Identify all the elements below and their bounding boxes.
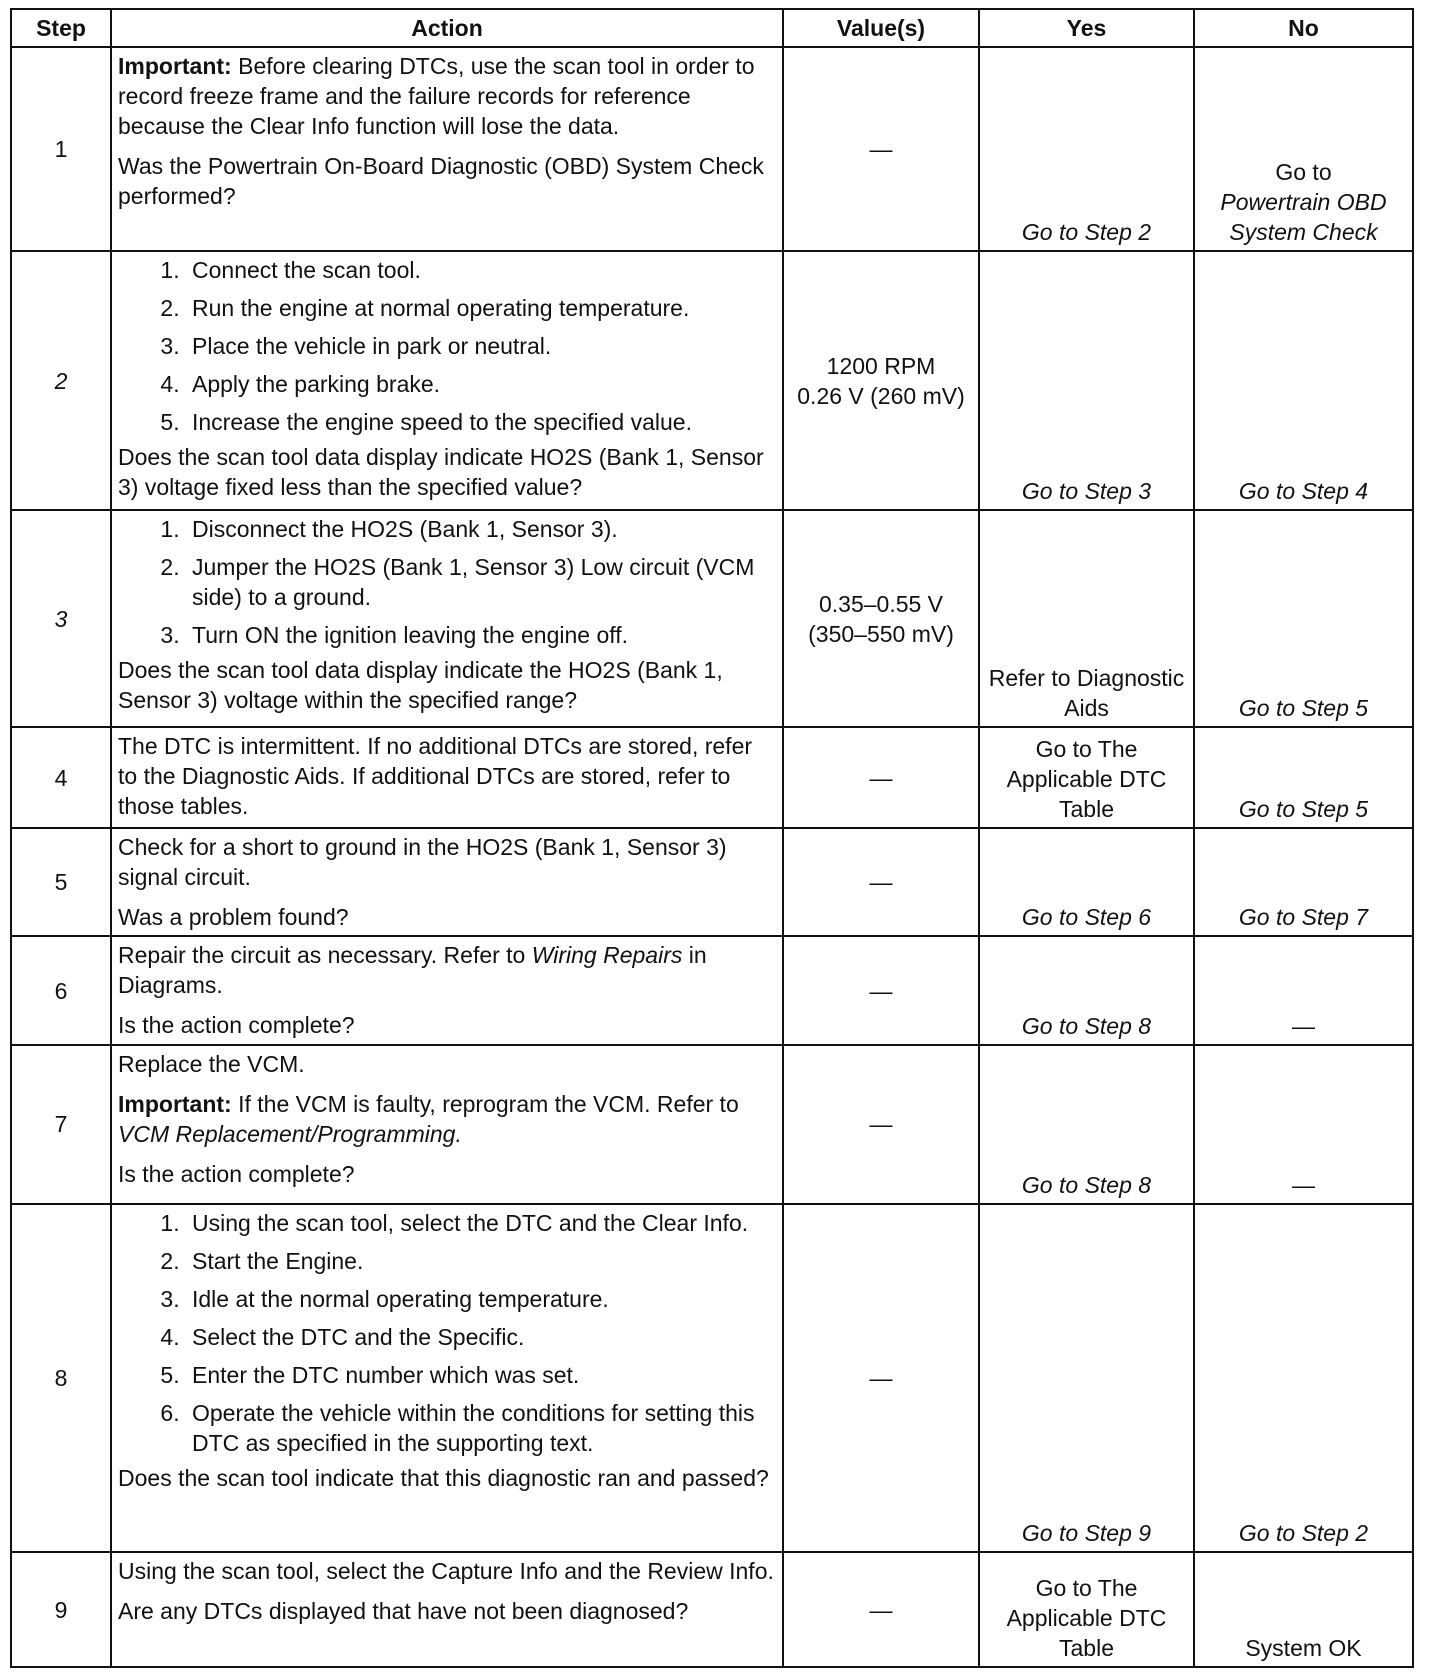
important-text: Before clearing DTCs, use the scan tool in order to record freeze frame and the failure records for reference because the Clear Info function will lose the data.: [118, 53, 755, 139]
yes-cell: Go to Step 8: [979, 1045, 1194, 1204]
action-question: Are any DTCs displayed that have not been diagnosed?: [118, 1598, 689, 1625]
value-rpm: 1200 RPM: [826, 352, 936, 379]
action-text: Using the scan tool, select the Capture Info and the Review Info.: [118, 1558, 774, 1585]
step-number: 9: [11, 1552, 111, 1667]
important-note: [118, 1089, 776, 1149]
wiring-repairs-reference: Wiring Repairs: [531, 942, 683, 969]
action-steps-list: [118, 514, 776, 650]
action-question: Is the action complete?: [118, 1160, 355, 1187]
action-cell: [111, 1552, 783, 1667]
action-question: Does the scan tool data display indicate HO2S (Bank 1, Sensor 3) voltage fixed less than the specified value?: [118, 444, 764, 500]
value-cell: —: [783, 936, 979, 1045]
no-cell: [1194, 47, 1413, 251]
no-cell: Go to Step 4: [1194, 251, 1413, 510]
action-cell: [111, 510, 783, 727]
action-question: Was the Powertrain On-Board Diagnostic (OBD) System Check performed?: [118, 153, 764, 209]
list-item: 2. Run the engine at normal operating temperature.: [186, 293, 776, 323]
action-cell: [111, 727, 783, 827]
header-no: No: [1194, 9, 1413, 47]
vcm-programming-reference: VCM Replacement/Programming.: [118, 1120, 462, 1147]
yes-cell: Refer to Diagnostic Aids: [979, 510, 1194, 727]
list-item: 5. Increase the engine speed to the specified value.: [186, 407, 776, 437]
yes-cell: Go to Step 6: [979, 828, 1194, 937]
list-item: 1. Using the scan tool, select the DTC and the Clear Info.: [186, 1208, 776, 1238]
step-number: 4: [11, 727, 111, 827]
table-row: [11, 1552, 1413, 1667]
action-question: Is the action complete?: [118, 1012, 355, 1039]
yes-cell: Go to The Applicable DTC Table: [979, 727, 1194, 827]
list-item: 5. Enter the DTC number which was set.: [186, 1360, 776, 1390]
action-cell: [111, 828, 783, 937]
table-row: [11, 828, 1413, 937]
action-cell: [111, 936, 783, 1045]
table-row: [11, 251, 1413, 510]
table-row: [11, 1045, 1413, 1204]
value-range-millivolts: (350–550 mV): [808, 620, 954, 647]
diagnostic-table: [10, 8, 1414, 1668]
important-text: If the VCM is faulty, reprogram the VCM. Refer to: [231, 1090, 739, 1117]
list-item: 2. Jumper the HO2S (Bank 1, Sensor 3) Low circuit (VCM side) to a ground.: [186, 552, 776, 612]
action-question: Does the scan tool data display indicate the HO2S (Bank 1, Sensor 3) voltage within the specified range?: [118, 657, 723, 714]
action-text: The DTC is intermittent. If no additional DTCs are stored, refer to the Diagnostic Aids. If additional DTCs are stored, refer to those tables.: [118, 733, 753, 820]
no-reference: Powertrain OBD System Check: [1220, 189, 1387, 245]
step-number: 8: [11, 1204, 111, 1553]
table-row: [11, 47, 1413, 251]
value-cell: —: [783, 828, 979, 937]
table-row: [11, 1204, 1413, 1553]
important-note: [118, 51, 776, 141]
list-item: 1. Connect the scan tool.: [186, 255, 776, 285]
yes-cell: Go to The Applicable DTC Table: [979, 1552, 1194, 1667]
value-range-volts: 0.35–0.55 V: [818, 590, 944, 617]
no-cell: Go to Step 5: [1194, 727, 1413, 827]
value-cell: —: [783, 1204, 979, 1553]
no-cell: Go to Step 2: [1194, 1204, 1413, 1553]
action-cell: [111, 47, 783, 251]
list-item: 3. Turn ON the ignition leaving the engine off.: [186, 620, 776, 650]
action-question: Was a problem found?: [118, 903, 349, 930]
action-text: [118, 940, 776, 1000]
no-cell: Go to Step 7: [1194, 828, 1413, 937]
step-number: 2: [11, 251, 111, 510]
yes-cell: Go to Step 9: [979, 1204, 1194, 1553]
value-cell: [783, 510, 979, 727]
action-cell: [111, 251, 783, 510]
list-item: 6. Operate the vehicle within the conditions for setting this DTC as specified in the supporting text.: [186, 1398, 776, 1458]
no-text: Go to: [1275, 159, 1332, 185]
important-label: Important:: [118, 53, 232, 79]
action-text: Check for a short to ground in the HO2S (Bank 1, Sensor 3) signal circuit.: [118, 833, 727, 890]
value-cell: —: [783, 1552, 979, 1667]
header-step: Step: [11, 9, 111, 47]
table-row: [11, 936, 1413, 1045]
step-number: 5: [11, 828, 111, 937]
header-values: Value(s): [783, 9, 979, 47]
list-item: 1. Disconnect the HO2S (Bank 1, Sensor 3).: [186, 514, 776, 544]
action-question: Does the scan tool indicate that this diagnostic ran and passed?: [118, 1464, 769, 1491]
value-cell: —: [783, 47, 979, 251]
step-number: 3: [11, 510, 111, 727]
yes-cell: Go to Step 8: [979, 936, 1194, 1045]
action-cell: [111, 1045, 783, 1204]
yes-cell: Go to Step 2: [979, 47, 1194, 251]
list-item: 3. Idle at the normal operating temperature.: [186, 1284, 776, 1314]
header-action: Action: [111, 9, 783, 47]
no-cell: —: [1194, 1045, 1413, 1204]
list-item: 3. Place the vehicle in park or neutral.: [186, 331, 776, 361]
no-cell: Go to Step 5: [1194, 510, 1413, 727]
action-text-end: in Diagrams.: [118, 942, 707, 999]
list-item: 4. Select the DTC and the Specific.: [186, 1322, 776, 1352]
no-cell: System OK: [1194, 1552, 1413, 1667]
table-row: [11, 727, 1413, 827]
action-text: Replace the VCM.: [118, 1050, 305, 1077]
list-item: 2. Start the Engine.: [186, 1246, 776, 1276]
table-row: [11, 510, 1413, 727]
step-number: 6: [11, 936, 111, 1045]
action-cell: [111, 1204, 783, 1553]
step-number: 1: [11, 47, 111, 251]
action-text-start: Repair the circuit as necessary. Refer to: [118, 942, 532, 969]
no-cell: —: [1194, 936, 1413, 1045]
important-label: Important:: [118, 1090, 232, 1117]
yes-cell: Go to Step 3: [979, 251, 1194, 510]
table-header-row: [11, 9, 1413, 47]
list-item: 4. Apply the parking brake.: [186, 369, 776, 399]
value-voltage: 0.26 V (260 mV): [797, 382, 965, 409]
step-number: 7: [11, 1045, 111, 1204]
action-steps-list: [118, 255, 776, 437]
value-cell: —: [783, 727, 979, 827]
value-cell: [783, 251, 979, 510]
header-yes: Yes: [979, 9, 1194, 47]
action-steps-list: [118, 1208, 776, 1458]
value-cell: —: [783, 1045, 979, 1204]
